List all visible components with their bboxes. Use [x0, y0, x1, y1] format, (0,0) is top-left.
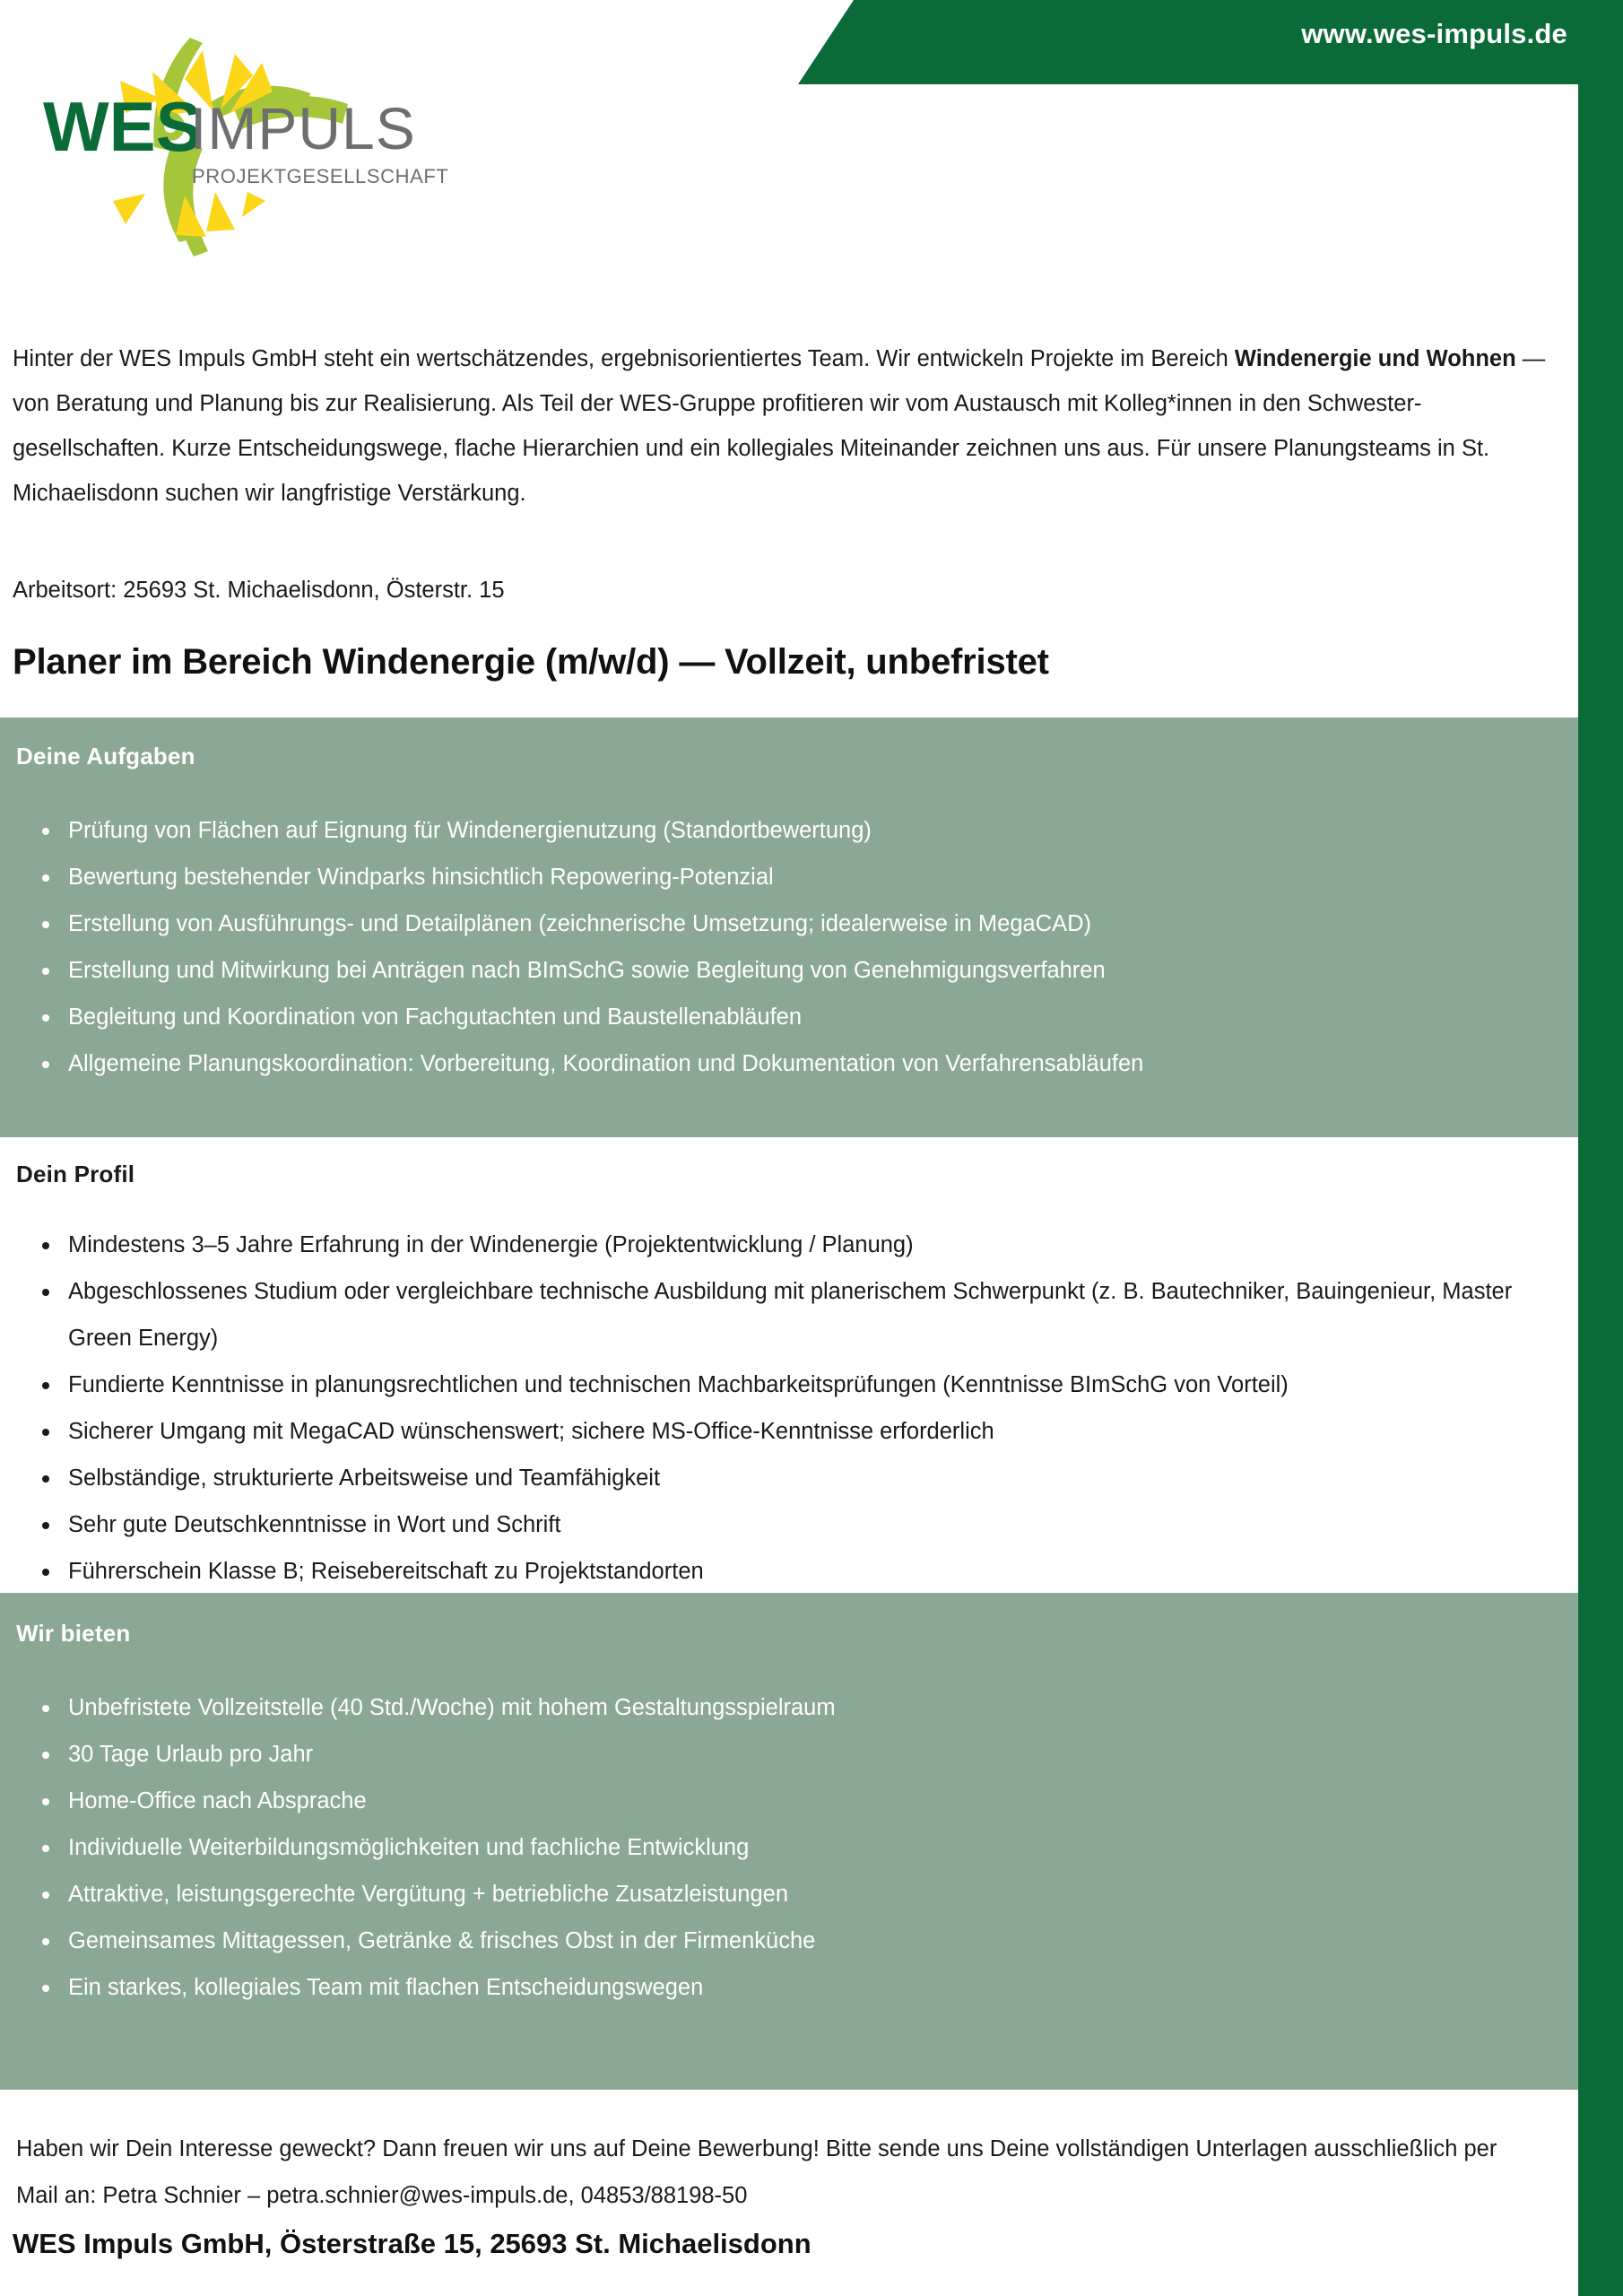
company-logo — [27, 16, 529, 258]
list-item: Prüfung von Flächen auf Eignung für Windenergienutzung (Standortbewertung) — [34, 807, 1558, 854]
list-item: Mindestens 3–5 Jahre Erfahrung in der Windenergie (Projektentwicklung / Planung) — [34, 1222, 1558, 1268]
application-call-to-action: Haben wir Dein Interesse geweckt? Dann freuen wir uns auf Deine Bewerbung! Bitte sende uns Deine vollständigen Unterlagen ausschließlich per Mail an: Petra Schnier – petra.schnier@wes-impuls.de, 04853/88198-50 — [16, 2136, 1497, 2208]
list-item: Führerschein Klasse B; Reisebereitschaft zu Projektstandorten — [34, 1548, 1558, 1595]
page-title: Planer im Bereich Windenergie (m/w/d) — Vollzeit, unbefristet — [13, 642, 1049, 682]
logo-wes-text: WES — [43, 87, 203, 166]
section-title-wir-bieten: Wir bieten — [16, 1620, 131, 1647]
intro-part1: Hinter der WES Impuls GmbH steht ein wertschätzendes, ergebnisorientiertes Team. Wir entwickeln Projekte im Bereich — [13, 346, 1235, 371]
logo-subtitle-text: PROJEKTGESELLSCHAFT — [192, 165, 449, 187]
section-deine-aufgaben — [0, 718, 1578, 1137]
list-item: Allgemeine Planungskoordination: Vorbereitung, Koordination und Dokumentation von Verfahrensabläufen — [34, 1040, 1558, 1087]
section-dein-profil — [0, 1137, 1578, 1593]
work-location: Arbeitsort: 25693 St. Michaelisdonn, Österstr. 15 — [13, 578, 505, 603]
list-item: Bewertung bestehender Windparks hinsichtlich Repowering-Potenzial — [34, 854, 1558, 900]
profil-list — [34, 1222, 1558, 1595]
list-item: Ein starkes, kollegiales Team mit flachen Entscheidungswegen — [34, 1964, 1558, 2011]
website-url: www.wes-impuls.de — [1301, 18, 1567, 49]
intro-paragraph — [13, 336, 1564, 516]
intro-part2: — von Beratung und Planung bis zur Realisierung. Als Teil der WES-Gruppe profitieren wir vom Austausch mit Kolleg*innen in den Schwester-gesellschaften. Kurze Entscheidungswege, flache Hierarchien und ein kollegiales Miteinander zeichnen uns aus. Für unsere Planungsteams in St. Michaelisdonn suchen wir langfristige Verstärkung. — [13, 346, 1546, 506]
list-item: Erstellung und Mitwirkung bei Anträgen nach BImSchG sowie Begleitung von Genehmigungsverfahren — [34, 947, 1558, 994]
list-item: Gemeinsames Mittagessen, Getränke & frisches Obst in der Firmenküche — [34, 1918, 1558, 1964]
intro-bold-phrase: Windenergie und Wohnen — [1234, 346, 1516, 371]
list-item: Begleitung und Koordination von Fachgutachten und Baustellenabläufen — [34, 994, 1558, 1040]
list-item: Attraktive, leistungsgerechte Vergütung + betriebliche Zusatzleistungen — [34, 1871, 1558, 1918]
list-item: Selbständige, strukturierte Arbeitsweise und Teamfähigkeit — [34, 1455, 1558, 1501]
section-wir-bieten — [0, 1593, 1578, 2090]
list-item: Abgeschlossenes Studium oder vergleichbare technische Ausbildung mit planerischem Schwerpunkt (z. B. Bautechniker, Bauingenieur, Master Green Energy) — [34, 1268, 1558, 1361]
list-item: Fundierte Kenntnisse in planungsrechtlichen und technischen Machbarkeitsprüfungen (Kenntnisse BImSchG von Vorteil) — [34, 1361, 1558, 1408]
right-accent-stripe — [1578, 84, 1623, 2296]
section-title-dein-profil: Dein Profil — [16, 1161, 135, 1187]
list-item: Sicherer Umgang mit MegaCAD wünschenswert; sichere MS-Office-Kenntnisse erforderlich — [34, 1408, 1558, 1455]
list-item: Individuelle Weiterbildungsmöglichkeiten und fachliche Entwicklung — [34, 1824, 1558, 1871]
list-item: Erstellung von Ausführungs- und Detailplänen (zeichnerische Umsetzung; idealerweise in MegaCAD) — [34, 900, 1558, 947]
company-address-line: WES Impuls GmbH, Österstraße 15, 25693 St. Michaelisdonn — [13, 2228, 812, 2259]
list-item: Sehr gute Deutschkenntnisse in Wort und Schrift — [34, 1501, 1558, 1548]
aufgaben-list — [34, 807, 1558, 1087]
list-item: Home-Office nach Absprache — [34, 1778, 1558, 1824]
list-item: 30 Tage Urlaub pro Jahr — [34, 1731, 1558, 1778]
section-title-deine-aufgaben: Deine Aufgaben — [16, 743, 195, 770]
list-item: Unbefristete Vollzeitstelle (40 Std./Woche) mit hohem Gestaltungsspielraum — [34, 1684, 1558, 1731]
bieten-list — [34, 1684, 1558, 2011]
logo-impuls-text: IMPULS — [190, 95, 416, 161]
